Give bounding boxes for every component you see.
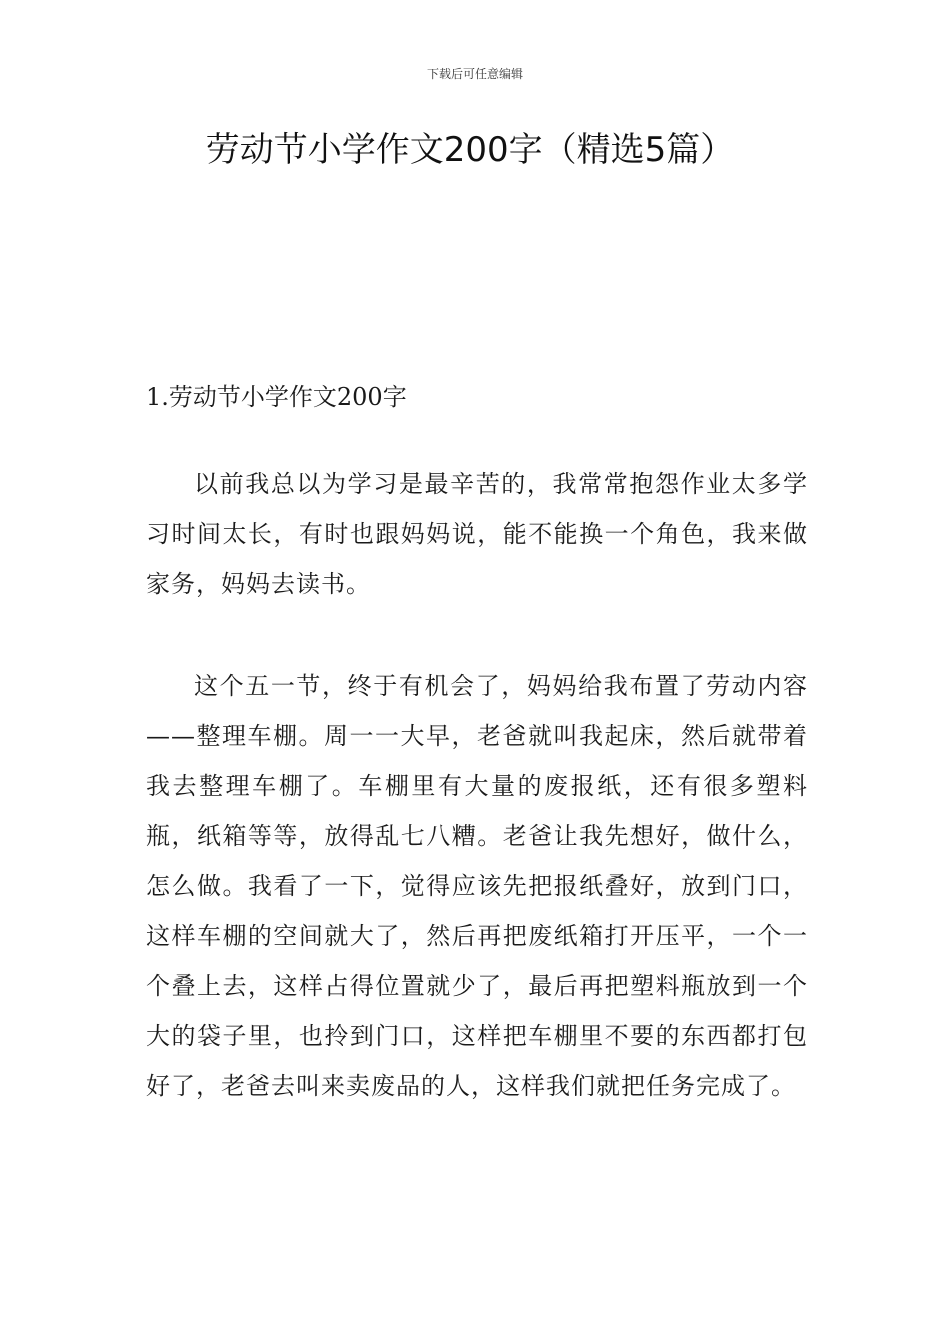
paragraph-2: 这个五一节，终于有机会了，妈妈给我布置了劳动内容——整理车棚。周一一大早，老爸就叫我起床，然后就带着我去整理车棚了。车棚里有大量的废报纸，还有很多塑料瓶，纸箱等等，放得乱七八糟。老爸让我先想好，做什么，怎么做。我看了一下，觉得应该先把报纸叠好，放到门口，这样车棚的空间就大了，然后再把废纸箱打开压平，一个一个叠上去，这样占得位置就少了，最后再把塑料瓶放到一个大的袋子里，也拎到门口，这样把车棚里不要的东西都打包好了，老爸去叫来卖废品的人，这样我们就把任务完成了。 bbox=[146, 672, 808, 1100]
document-body bbox=[146, 372, 808, 1163]
section-heading: 1.劳动节小学作文200字 bbox=[146, 383, 407, 411]
document-title: 劳动节小学作文200字（精选5篇） bbox=[205, 130, 735, 170]
header-note: 下载后可任意编辑 bbox=[426, 67, 523, 81]
paragraph-1: 以前我总以为学习是最辛苦的，我常常抱怨作业太多学习时间太长，有时也跟妈妈说，能不能换一个角色，我来做家务，妈妈去读书。 bbox=[146, 470, 808, 598]
